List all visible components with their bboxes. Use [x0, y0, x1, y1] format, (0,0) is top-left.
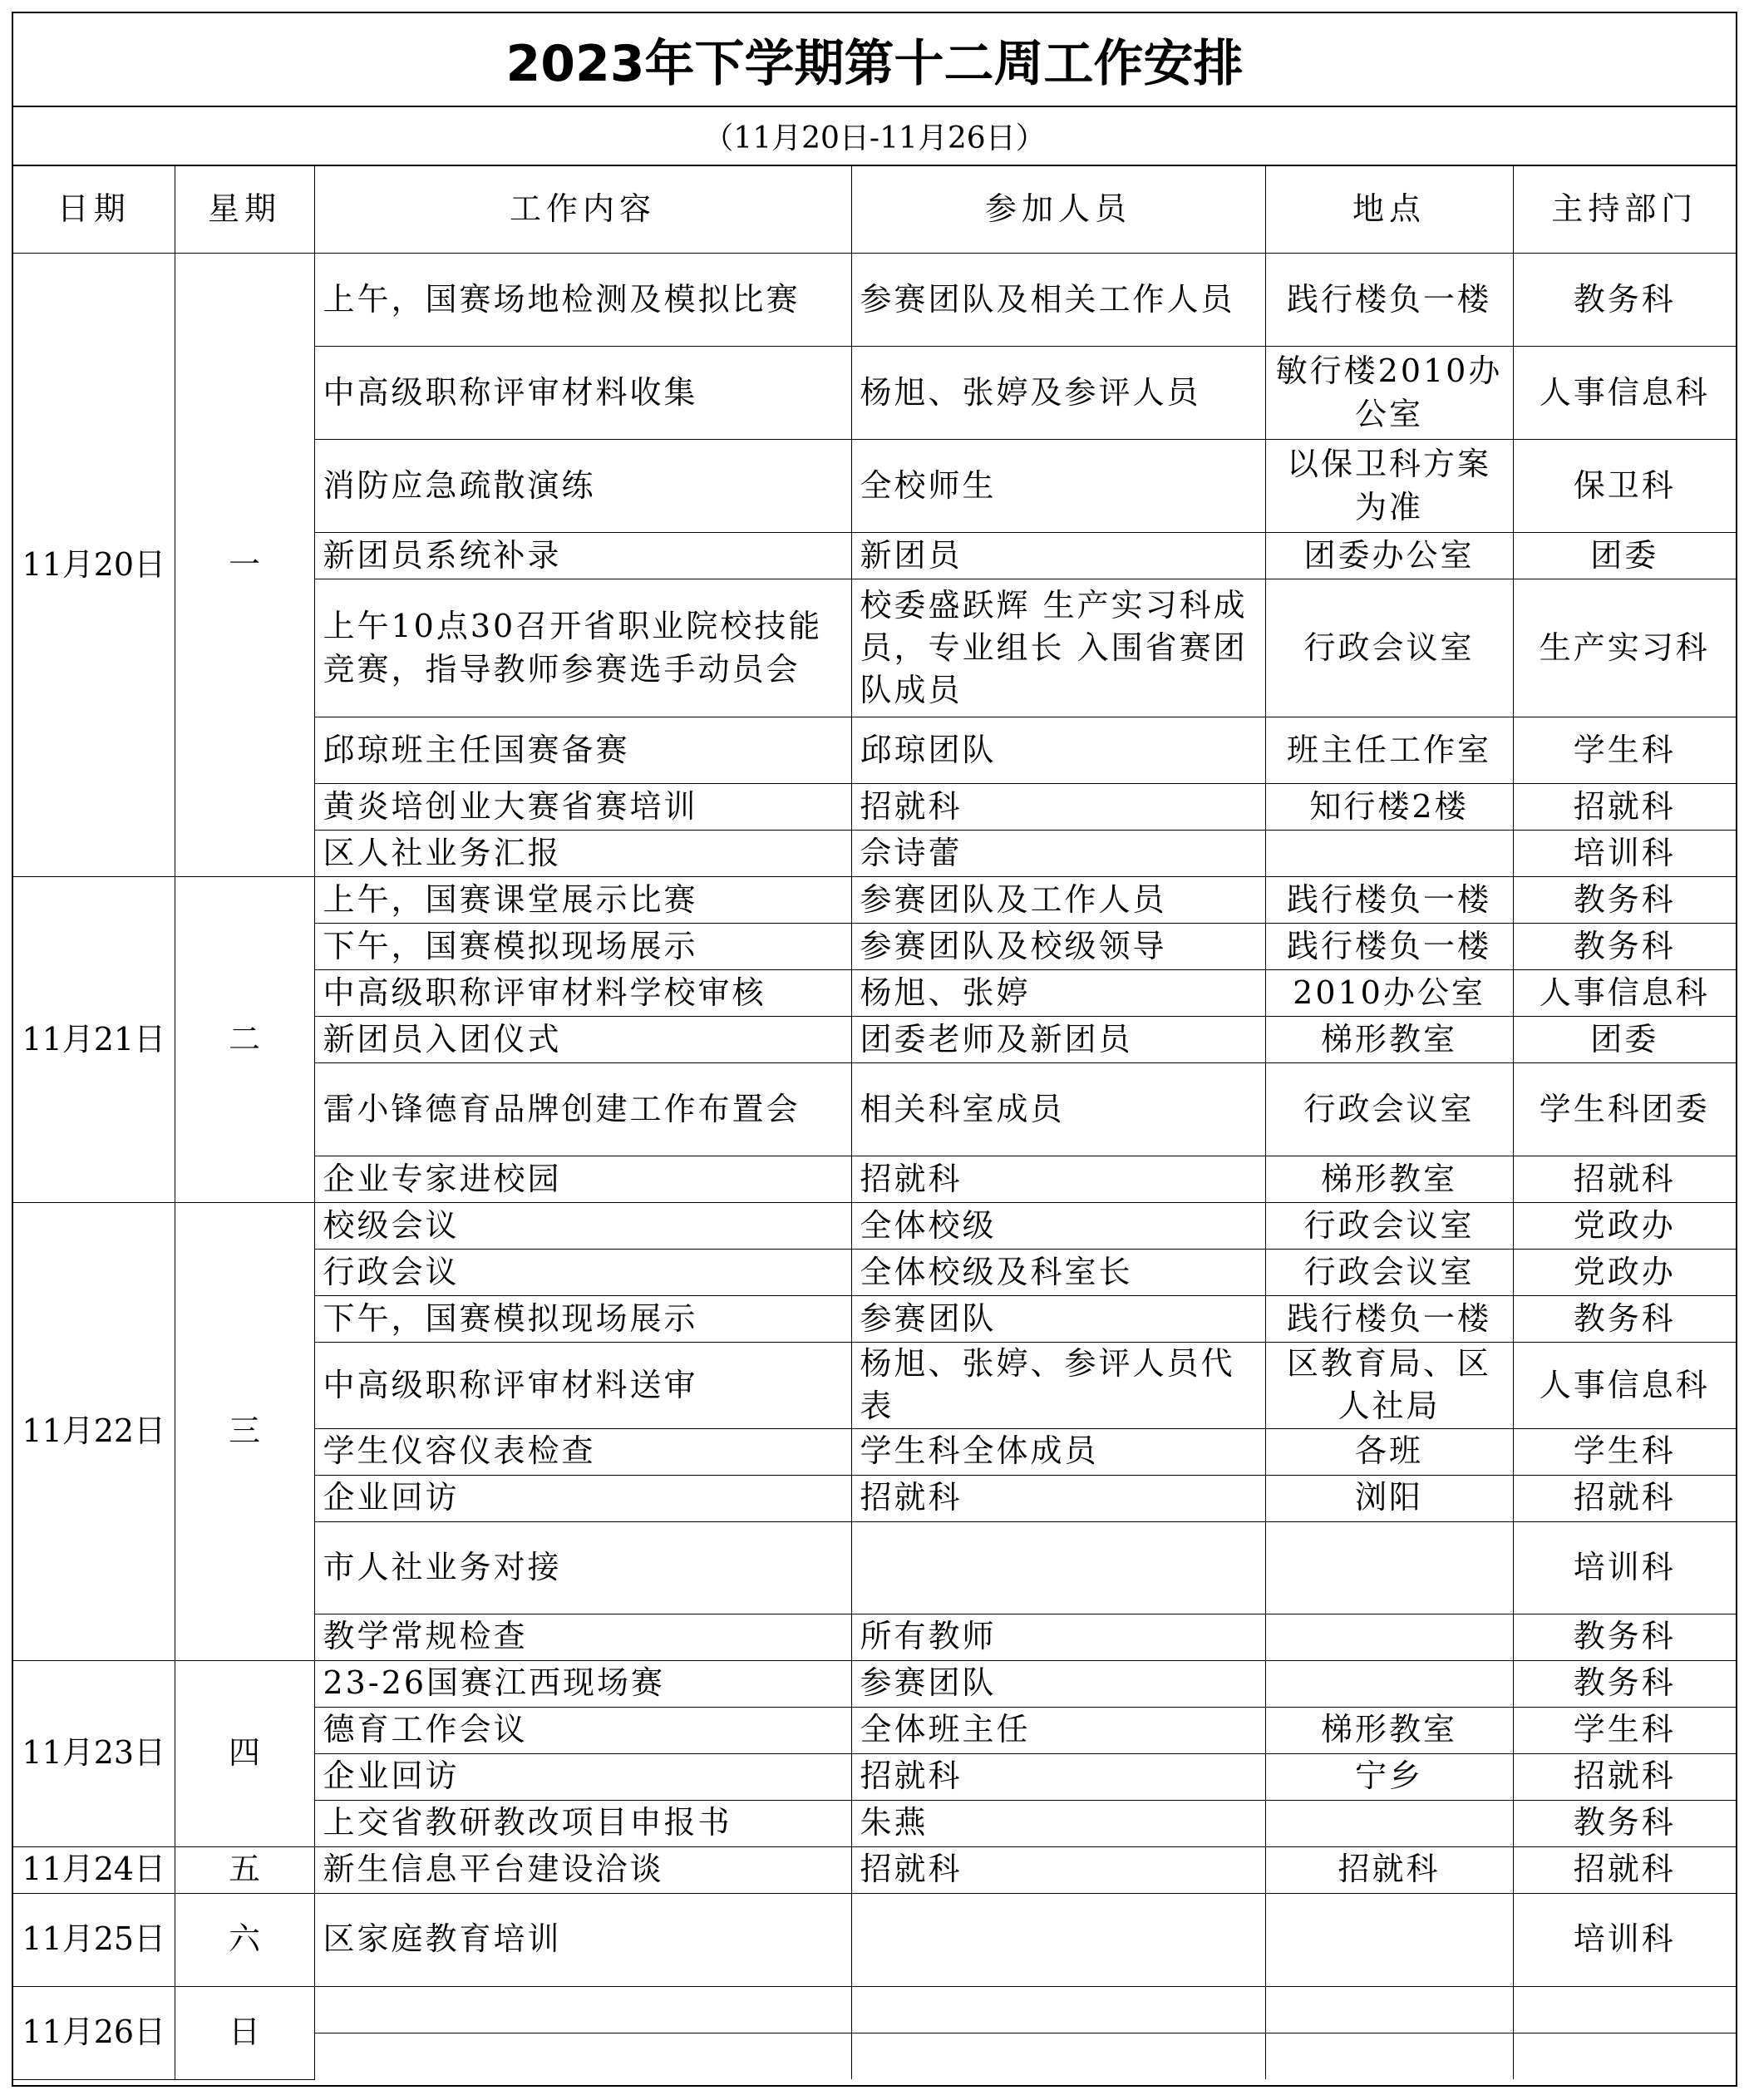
- header-location: 地点: [1265, 166, 1513, 254]
- content-cell: 企业专家进校园: [314, 1156, 851, 1203]
- location-cell: [1265, 1521, 1513, 1614]
- weekday-cell: 四: [175, 1660, 314, 1846]
- location-cell: 践行楼负一楼: [1265, 254, 1513, 347]
- department-cell: 招就科: [1513, 1846, 1736, 1893]
- content-cell: 区家庭教育培训: [314, 1893, 851, 1986]
- location-cell: 班主任工作室: [1265, 717, 1513, 784]
- department-cell: 教务科: [1513, 1614, 1736, 1660]
- location-cell: 知行楼2楼: [1265, 784, 1513, 831]
- content-cell: 黄炎培创业大赛省赛培训: [314, 784, 851, 831]
- content-cell: 企业回访: [314, 1753, 851, 1800]
- date-range-subtitle: （11月20日-11月26日）: [13, 107, 1736, 166]
- participants-cell: 全体班主任: [851, 1707, 1265, 1753]
- content-cell: 教学常规检查: [314, 1614, 851, 1660]
- participants-cell: [851, 2033, 1265, 2079]
- participants-cell: 招就科: [851, 1846, 1265, 1893]
- participants-cell: 参赛团队及相关工作人员: [851, 254, 1265, 347]
- department-cell: [1513, 2033, 1736, 2079]
- header-row: [13, 166, 1736, 254]
- location-cell: [1265, 2033, 1513, 2079]
- table-row: [13, 877, 1736, 924]
- department-cell: 学生科团委: [1513, 1063, 1736, 1156]
- department-cell: 教务科: [1513, 1660, 1736, 1707]
- participants-cell: 校委盛跃辉 生产实习科成员，专业组长 入围省赛团队成员: [851, 579, 1265, 717]
- department-cell: 人事信息科: [1513, 347, 1736, 440]
- content-cell: 新团员入团仪式: [314, 1017, 851, 1063]
- weekday-cell: 五: [175, 1846, 314, 1893]
- location-cell: 招就科: [1265, 1846, 1513, 1893]
- location-cell: [1265, 1660, 1513, 1707]
- header-date: 日期: [13, 166, 175, 254]
- department-cell: 招就科: [1513, 1753, 1736, 1800]
- participants-cell: 全校师生: [851, 440, 1265, 533]
- participants-cell: 招就科: [851, 1753, 1265, 1800]
- content-cell: 雷小锋德育品牌创建工作布置会: [314, 1063, 851, 1156]
- participants-cell: 邱琼团队: [851, 717, 1265, 784]
- content-cell: 中高级职称评审材料学校审核: [314, 970, 851, 1017]
- date-cell: 11月20日: [13, 254, 175, 877]
- participants-cell: 参赛团队: [851, 1660, 1265, 1707]
- location-cell: 以保卫科方案为准: [1265, 440, 1513, 533]
- participants-cell: 所有教师: [851, 1614, 1265, 1660]
- department-cell: 保卫科: [1513, 440, 1736, 533]
- content-cell: 下午，国赛模拟现场展示: [314, 1296, 851, 1343]
- content-cell: 德育工作会议: [314, 1707, 851, 1753]
- location-cell: 各班: [1265, 1428, 1513, 1475]
- participants-cell: 杨旭、张婷: [851, 970, 1265, 1017]
- participants-cell: [851, 1521, 1265, 1614]
- location-cell: 行政会议室: [1265, 1203, 1513, 1250]
- weekday-cell: 三: [175, 1203, 314, 1661]
- department-cell: 培训科: [1513, 831, 1736, 877]
- participants-cell: 团委老师及新团员: [851, 1017, 1265, 1063]
- department-cell: 教务科: [1513, 254, 1736, 347]
- content-cell: 区人社业务汇报: [314, 831, 851, 877]
- department-cell: 生产实习科: [1513, 579, 1736, 717]
- department-cell: 学生科: [1513, 1707, 1736, 1753]
- header-content: 工作内容: [314, 166, 851, 254]
- date-cell: 11月21日: [13, 877, 175, 1203]
- table-row: [13, 1893, 1736, 1986]
- location-cell: [1265, 1986, 1513, 2033]
- participants-cell: 佘诗蕾: [851, 831, 1265, 877]
- content-cell: 上交省教研教改项目申报书: [314, 1800, 851, 1846]
- weekday-cell: 日: [175, 1986, 314, 2079]
- content-cell: 新生信息平台建设洽谈: [314, 1846, 851, 1893]
- page-title: 2023年下学期第十二周工作安排: [13, 13, 1736, 107]
- location-cell: 团委办公室: [1265, 533, 1513, 579]
- location-cell: 践行楼负一楼: [1265, 1296, 1513, 1343]
- department-cell: 教务科: [1513, 1296, 1736, 1343]
- schedule-sheet: [12, 12, 1737, 2087]
- content-cell: 企业回访: [314, 1475, 851, 1521]
- location-cell: 敏行楼2010办公室: [1265, 347, 1513, 440]
- location-cell: [1265, 1893, 1513, 1986]
- participants-cell: 杨旭、张婷、参评人员代表: [851, 1343, 1265, 1429]
- location-cell: 梯形教室: [1265, 1017, 1513, 1063]
- location-cell: 行政会议室: [1265, 1250, 1513, 1296]
- participants-cell: 招就科: [851, 1475, 1265, 1521]
- content-cell: 中高级职称评审材料收集: [314, 347, 851, 440]
- content-cell: 23-26国赛江西现场赛: [314, 1660, 851, 1707]
- content-cell: 行政会议: [314, 1250, 851, 1296]
- department-cell: 人事信息科: [1513, 970, 1736, 1017]
- department-cell: 教务科: [1513, 924, 1736, 970]
- location-cell: 梯形教室: [1265, 1707, 1513, 1753]
- participants-cell: [851, 1986, 1265, 2033]
- content-cell: 校级会议: [314, 1203, 851, 1250]
- participants-cell: 全体校级: [851, 1203, 1265, 1250]
- department-cell: 培训科: [1513, 1893, 1736, 1986]
- participants-cell: 参赛团队及校级领导: [851, 924, 1265, 970]
- location-cell: 区教育局、区人社局: [1265, 1343, 1513, 1429]
- header-weekday: 星期: [175, 166, 314, 254]
- location-cell: [1265, 831, 1513, 877]
- table-row: [13, 254, 1736, 347]
- location-cell: [1265, 1800, 1513, 1846]
- department-cell: [1513, 1986, 1736, 2033]
- header-participants: 参加人员: [851, 166, 1265, 254]
- content-cell: 上午10点30召开省职业院校技能竞赛，指导教师参赛选手动员会: [314, 579, 851, 717]
- participants-cell: 招就科: [851, 1156, 1265, 1203]
- participants-cell: [851, 1893, 1265, 1986]
- location-cell: 行政会议室: [1265, 1063, 1513, 1156]
- weekday-cell: 六: [175, 1893, 314, 1986]
- participants-cell: 招就科: [851, 784, 1265, 831]
- date-cell: 11月25日: [13, 1893, 175, 1986]
- department-cell: 培训科: [1513, 1521, 1736, 1614]
- department-cell: 教务科: [1513, 1800, 1736, 1846]
- department-cell: 招就科: [1513, 1156, 1736, 1203]
- location-cell: 梯形教室: [1265, 1156, 1513, 1203]
- location-cell: 行政会议室: [1265, 579, 1513, 717]
- date-cell: 11月22日: [13, 1203, 175, 1661]
- table-row: [13, 1203, 1736, 1250]
- department-cell: 招就科: [1513, 784, 1736, 831]
- department-cell: 团委: [1513, 1017, 1736, 1063]
- schedule-table: [13, 166, 1736, 2080]
- content-cell: 市人社业务对接: [314, 1521, 851, 1614]
- department-cell: 教务科: [1513, 877, 1736, 924]
- department-cell: 学生科: [1513, 1428, 1736, 1475]
- location-cell: 2010办公室: [1265, 970, 1513, 1017]
- department-cell: 招就科: [1513, 1475, 1736, 1521]
- location-cell: [1265, 1614, 1513, 1660]
- content-cell: 上午，国赛课堂展示比赛: [314, 877, 851, 924]
- participants-cell: 新团员: [851, 533, 1265, 579]
- participants-cell: 朱燕: [851, 1800, 1265, 1846]
- content-cell: 中高级职称评审材料送审: [314, 1343, 851, 1429]
- content-cell: 上午，国赛场地检测及模拟比赛: [314, 254, 851, 347]
- date-cell: 11月23日: [13, 1660, 175, 1846]
- weekday-cell: 一: [175, 254, 314, 877]
- header-department: 主持部门: [1513, 166, 1736, 254]
- content-cell: 邱琼班主任国赛备赛: [314, 717, 851, 784]
- department-cell: 团委: [1513, 533, 1736, 579]
- participants-cell: 参赛团队: [851, 1296, 1265, 1343]
- table-row: [13, 1846, 1736, 1893]
- content-cell: [314, 2033, 851, 2079]
- content-cell: 消防应急疏散演练: [314, 440, 851, 533]
- department-cell: 人事信息科: [1513, 1343, 1736, 1429]
- participants-cell: 全体校级及科室长: [851, 1250, 1265, 1296]
- participants-cell: 学生科全体成员: [851, 1428, 1265, 1475]
- content-cell: 下午，国赛模拟现场展示: [314, 924, 851, 970]
- department-cell: 学生科: [1513, 717, 1736, 784]
- weekday-cell: 二: [175, 877, 314, 1203]
- table-row: [13, 1660, 1736, 1707]
- date-cell: 11月24日: [13, 1846, 175, 1893]
- content-cell: 学生仪容仪表检查: [314, 1428, 851, 1475]
- department-cell: 党政办: [1513, 1203, 1736, 1250]
- location-cell: 践行楼负一楼: [1265, 877, 1513, 924]
- department-cell: 党政办: [1513, 1250, 1736, 1296]
- participants-cell: 相关科室成员: [851, 1063, 1265, 1156]
- location-cell: 践行楼负一楼: [1265, 924, 1513, 970]
- content-cell: [314, 1986, 851, 2033]
- location-cell: 浏阳: [1265, 1475, 1513, 1521]
- participants-cell: 参赛团队及工作人员: [851, 877, 1265, 924]
- location-cell: 宁乡: [1265, 1753, 1513, 1800]
- participants-cell: 杨旭、张婷及参评人员: [851, 347, 1265, 440]
- date-cell: 11月26日: [13, 1986, 175, 2079]
- table-row: [13, 1986, 1736, 2033]
- content-cell: 新团员系统补录: [314, 533, 851, 579]
